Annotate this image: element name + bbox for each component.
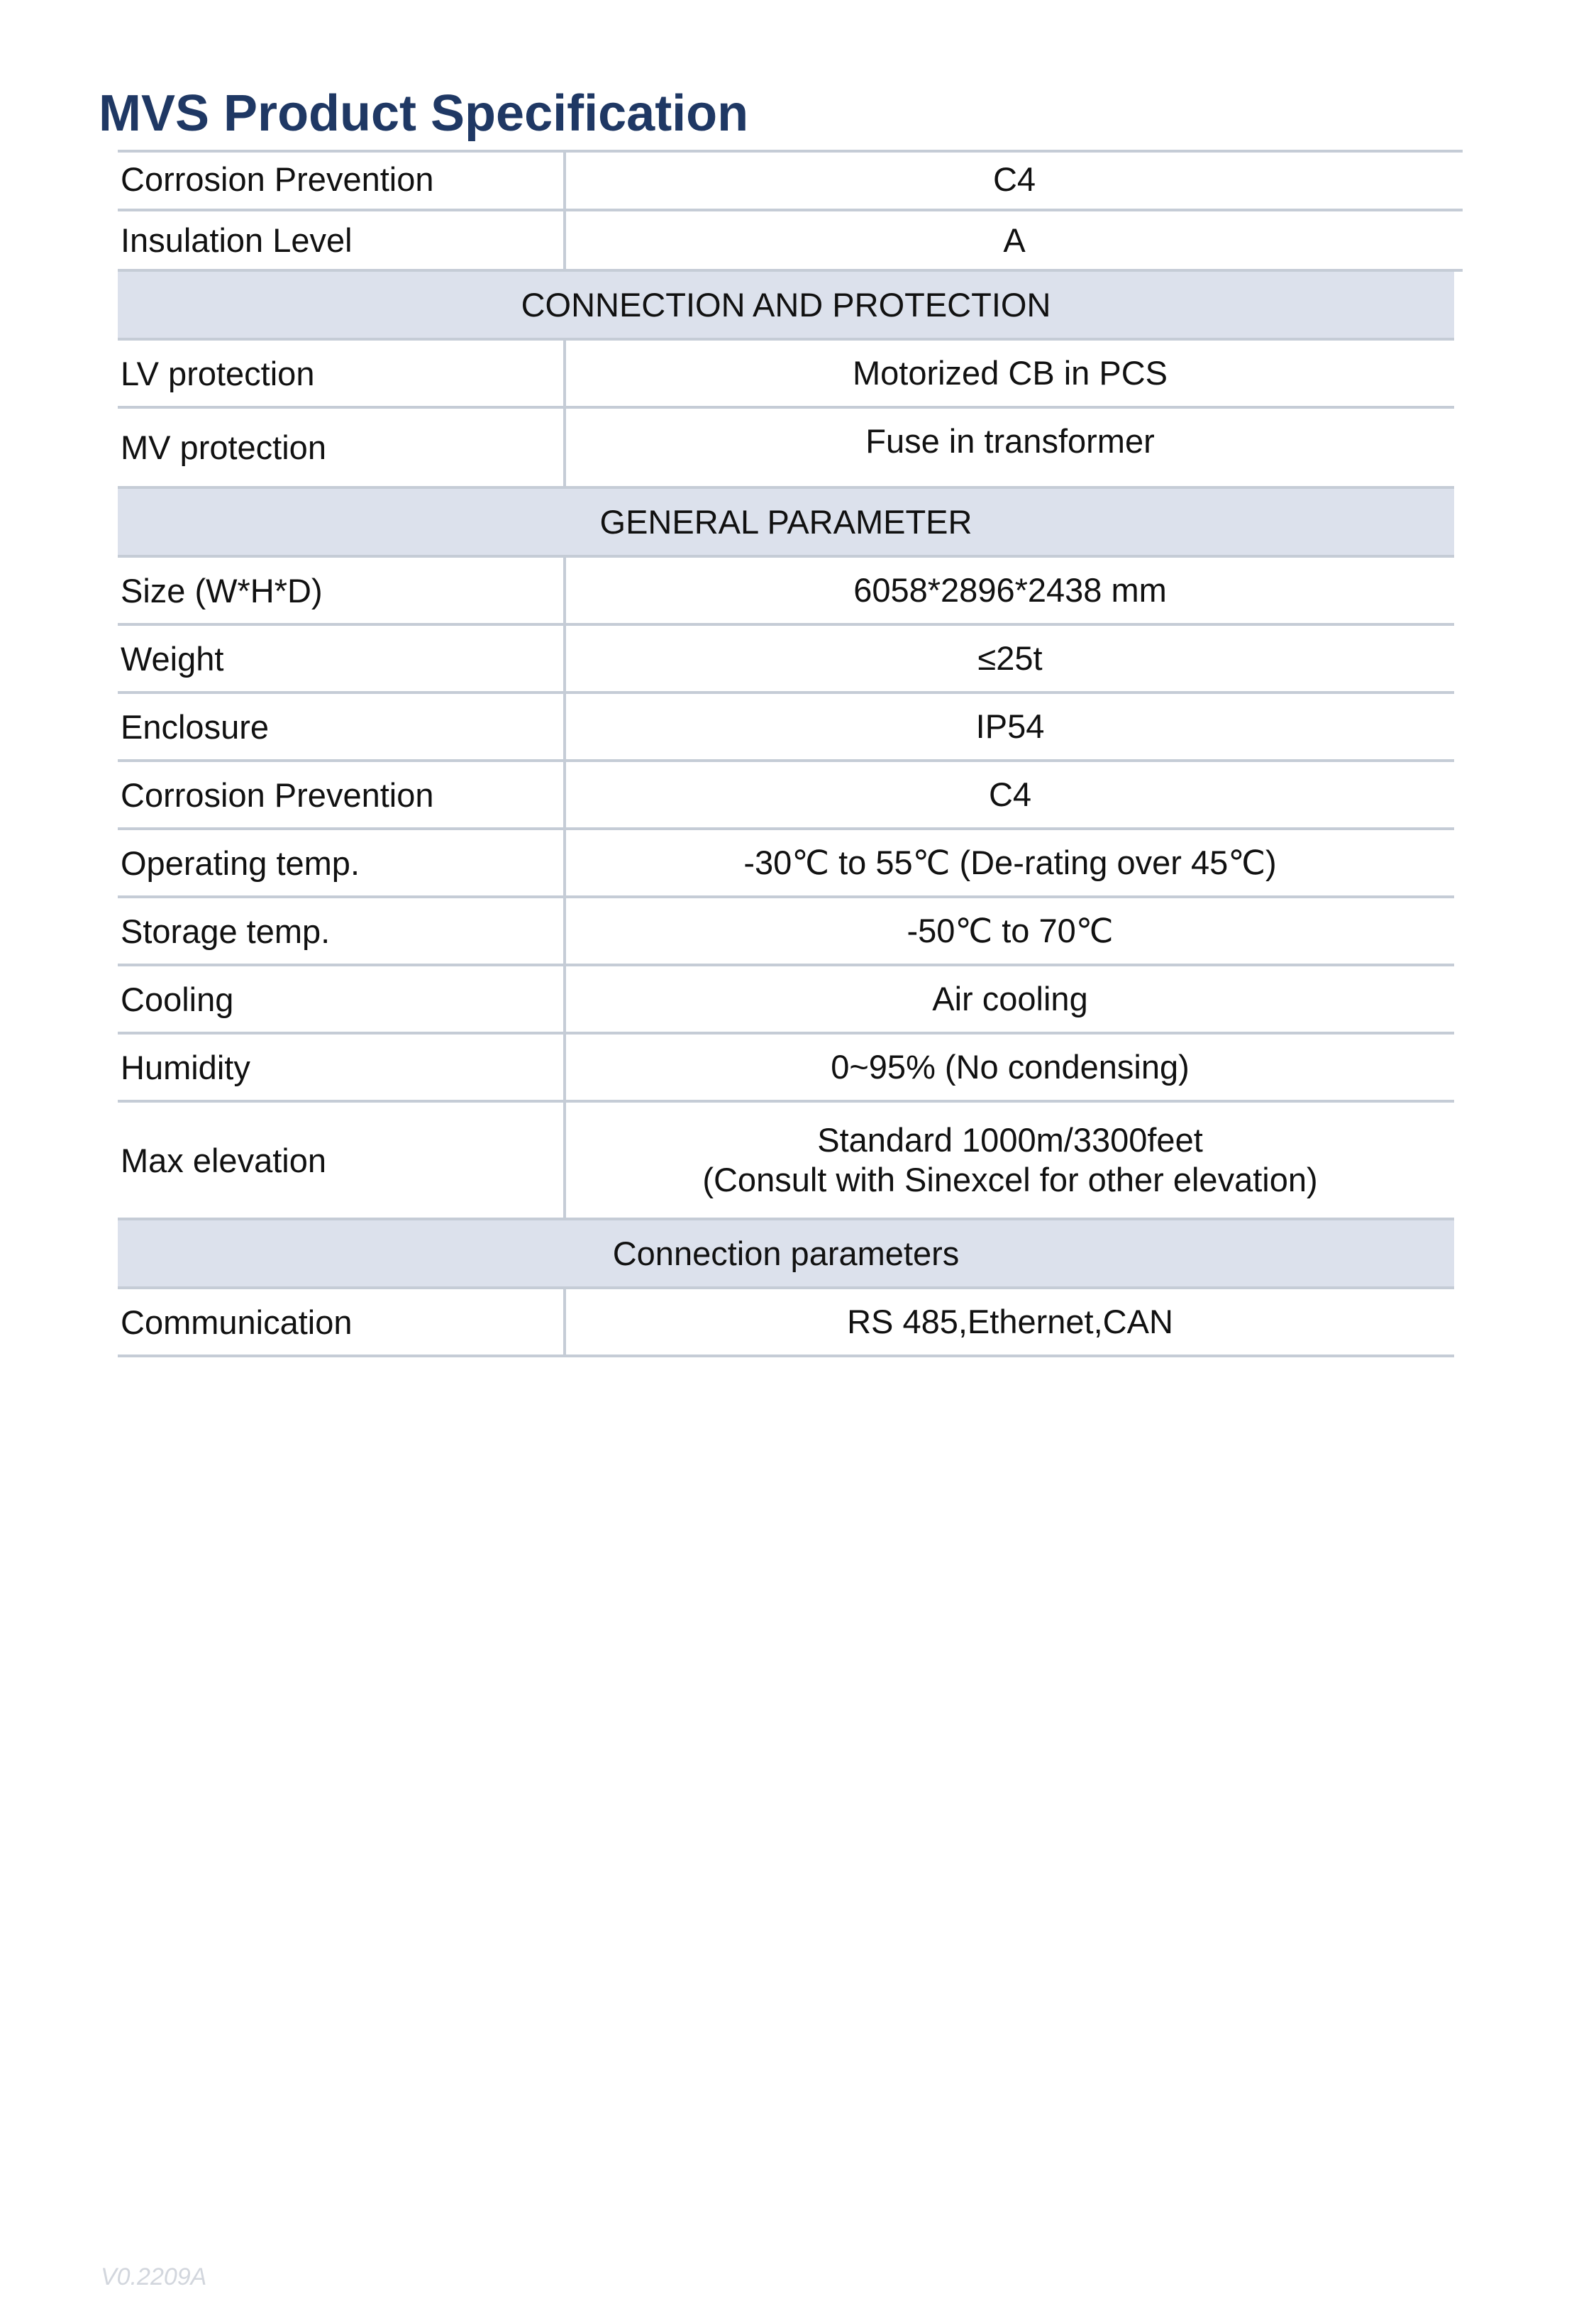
spec-table xyxy=(118,150,1463,1357)
row-label: Corrosion Prevention xyxy=(118,762,566,827)
table-row xyxy=(118,966,1454,1035)
row-value-line: Standard 1000m/3300feet xyxy=(817,1121,1203,1159)
row-value: Air cooling xyxy=(932,980,1088,1017)
table-row xyxy=(118,898,1454,966)
table-row xyxy=(118,211,1463,272)
row-value: -30℃ to 55℃ (De-rating over 45℃) xyxy=(743,844,1277,881)
section-header-connection: CONNECTION AND PROTECTION xyxy=(118,272,1454,341)
row-value: IP54 xyxy=(975,707,1045,745)
table-row xyxy=(118,830,1454,898)
row-label: Communication xyxy=(118,1289,566,1355)
row-value: RS 485,Ethernet,CAN xyxy=(847,1303,1173,1340)
row-label: Storage temp. xyxy=(118,898,566,964)
row-label: Humidity xyxy=(118,1035,566,1100)
row-label: Size (W*H*D) xyxy=(118,558,566,623)
row-value: 0~95% (No condensing) xyxy=(831,1048,1190,1086)
row-label: Cooling xyxy=(118,966,566,1032)
page-title: MVS Product Specification xyxy=(99,85,749,142)
section-header-general: GENERAL PARAMETER xyxy=(118,489,1454,558)
section-header-connection-parameters: Connection parameters xyxy=(118,1220,1454,1289)
table-row xyxy=(118,1103,1454,1220)
row-label: MV protection xyxy=(118,409,566,486)
table-row xyxy=(118,150,1463,211)
version-footer: V0.2209A xyxy=(101,2263,207,2290)
row-label: LV protection xyxy=(118,341,566,406)
table-row xyxy=(118,694,1454,762)
row-label: Operating temp. xyxy=(118,830,566,895)
table-row xyxy=(118,626,1454,694)
row-label: Weight xyxy=(118,626,566,691)
table-row xyxy=(118,558,1454,626)
row-value: 6058*2896*2438 mm xyxy=(853,571,1167,609)
row-value: -50℃ to 70℃ xyxy=(907,912,1114,949)
table-row xyxy=(118,1289,1454,1357)
row-value: C4 xyxy=(988,776,1032,813)
row-value xyxy=(566,1103,1454,1218)
row-label: Corrosion Prevention xyxy=(118,150,566,209)
row-value: A xyxy=(1003,221,1026,259)
table-row xyxy=(118,762,1454,830)
row-value: Fuse in transformer xyxy=(865,422,1155,460)
row-label: Insulation Level xyxy=(118,211,566,269)
row-label: Enclosure xyxy=(118,694,566,759)
table-row xyxy=(118,409,1454,489)
table-row xyxy=(118,341,1454,409)
table-row xyxy=(118,1035,1454,1103)
row-label: Max elevation xyxy=(118,1103,566,1218)
row-value-line: (Consult with Sinexcel for other elevation) xyxy=(702,1161,1318,1198)
row-value: Motorized CB in PCS xyxy=(852,354,1168,392)
row-value: ≤25t xyxy=(977,639,1043,677)
row-value: C4 xyxy=(992,160,1036,198)
